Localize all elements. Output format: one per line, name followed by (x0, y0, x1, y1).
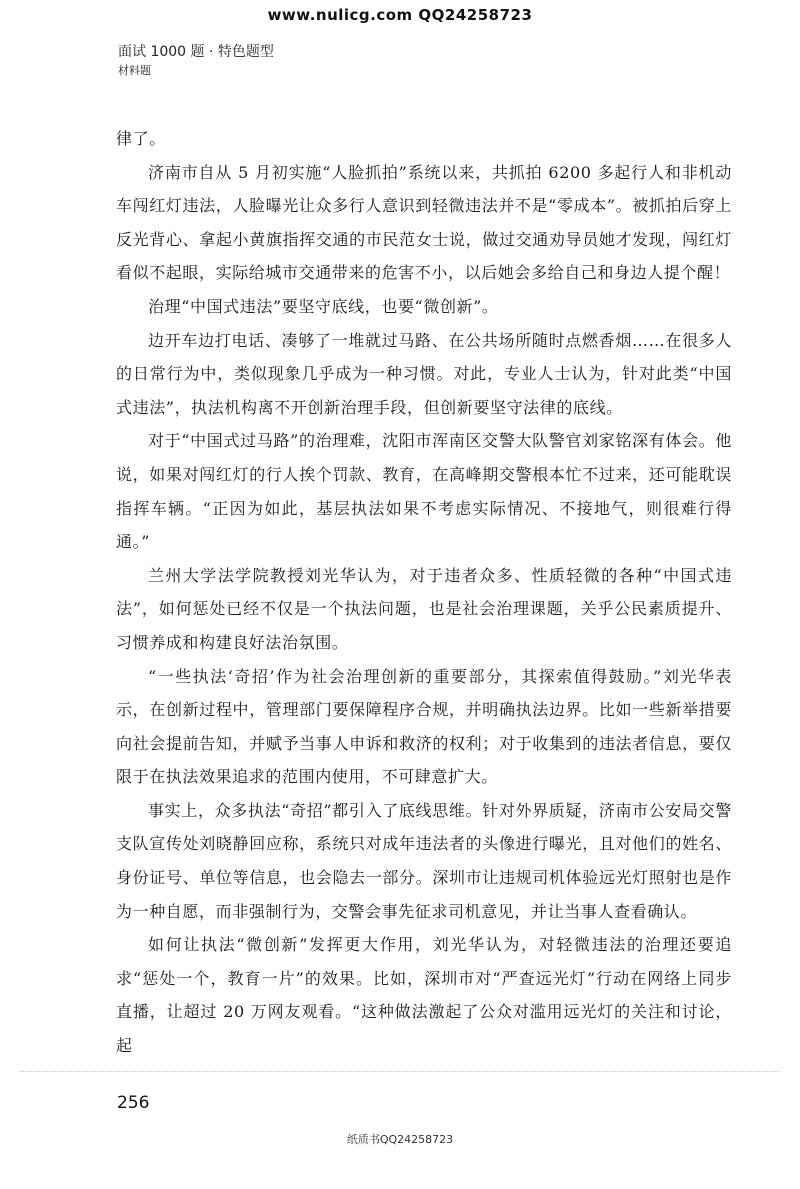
bottom-watermark: 纸质书QQ24258723 (346, 1133, 454, 1146)
paragraph: 济南市自从 5 月初实施“人脸抓拍”系统以来，共抓拍 6200 多起行人和非机动车闯红灯违法，人脸曝光让众多行人意识到轻微违法并不是“零成本”。被抓拍后穿上反光背心、拿起小黄旗指挥交通的市民范女士说，做过交通劝导员她才发现，闯红灯看似不起眼，实际给城市交通带来的危害不小，以后她会多给自己和身边人提个醒！ (116, 162, 732, 283)
paragraph: 对于“中国式过马路”的治理难，沈阳市浑南区交警大队警官刘家铭深有体会。他说，如果对闯红灯的行人挨个罚款、教育，在高峰期交警根本忙不过来，还可能耽误指挥车辆。“正因为如此，基层执法如果不考虑实际情况、不接地气，则很难行得通。” (116, 431, 732, 552)
book-title: 面试 1000 题 · 特色题型 (118, 44, 274, 60)
body-text (116, 122, 732, 1063)
section-label: 材料题 (118, 64, 151, 77)
page-number: 256 (117, 1093, 150, 1113)
paragraph: 如何让执法“微创新”发挥更大作用，刘光华认为，对轻微违法的治理还要追求“惩处一个，教育一片”的效果。比如，深圳市对“严查远光灯”行动在网络上同步直播，让超过 20 万网友观看。“这种做法激起了公众对滥用远光灯的关注和讨论，起 (116, 935, 732, 1056)
top-watermark: www.nulicg.com QQ24258723 (267, 6, 533, 24)
paragraph: “一些执法‘奇招’作为社会治理创新的重要部分，其探索值得鼓励。”刘光华表示，在创新过程中，管理部门要保障程序合规，并明确执法边界。比如一些新举措要向社会提前告知，并赋予当事人申诉和救济的权利；对于收集到的违法者信息，要仅限于在执法效果追求的范围内使用，不可肆意扩大。 (116, 666, 732, 787)
scan-artifact-divider (20, 1071, 780, 1073)
paragraph-continuation: 律了。 (116, 129, 166, 148)
paragraph: 事实上，众多执法“奇招”都引入了底线思维。针对外界质疑，济南市公安局交警支队宣传处刘晓静回应称，系统只对成年违法者的头像进行曝光，且对他们的姓名、身份证号、单位等信息，也会隐去一部分。深圳市让违规司机体验远光灯照射也是作为一种自愿，而非强制行为，交警会事先征求司机意见，并让当事人查看确认。 (116, 800, 732, 921)
paragraph: 兰州大学法学院教授刘光华认为，对于违者众多、性质轻微的各种“中国式违法”，如何惩处已经不仅是一个执法问题，也是社会治理课题，关乎公民素质提升、习惯养成和构建良好法治氛围。 (116, 565, 732, 652)
paragraph: 边开车边打电话、凑够了一堆就过马路、在公共场所随时点燃香烟……在很多人的日常行为中，类似现象几乎成为一种习惯。对此，专业人士认为，针对此类“中国式违法”，执法机构离不开创新治理手段，但创新要坚守法律的底线。 (116, 330, 732, 417)
paragraph: 治理“中国式违法”要坚守底线，也要“微创新”。 (148, 296, 499, 316)
running-header (118, 42, 274, 79)
